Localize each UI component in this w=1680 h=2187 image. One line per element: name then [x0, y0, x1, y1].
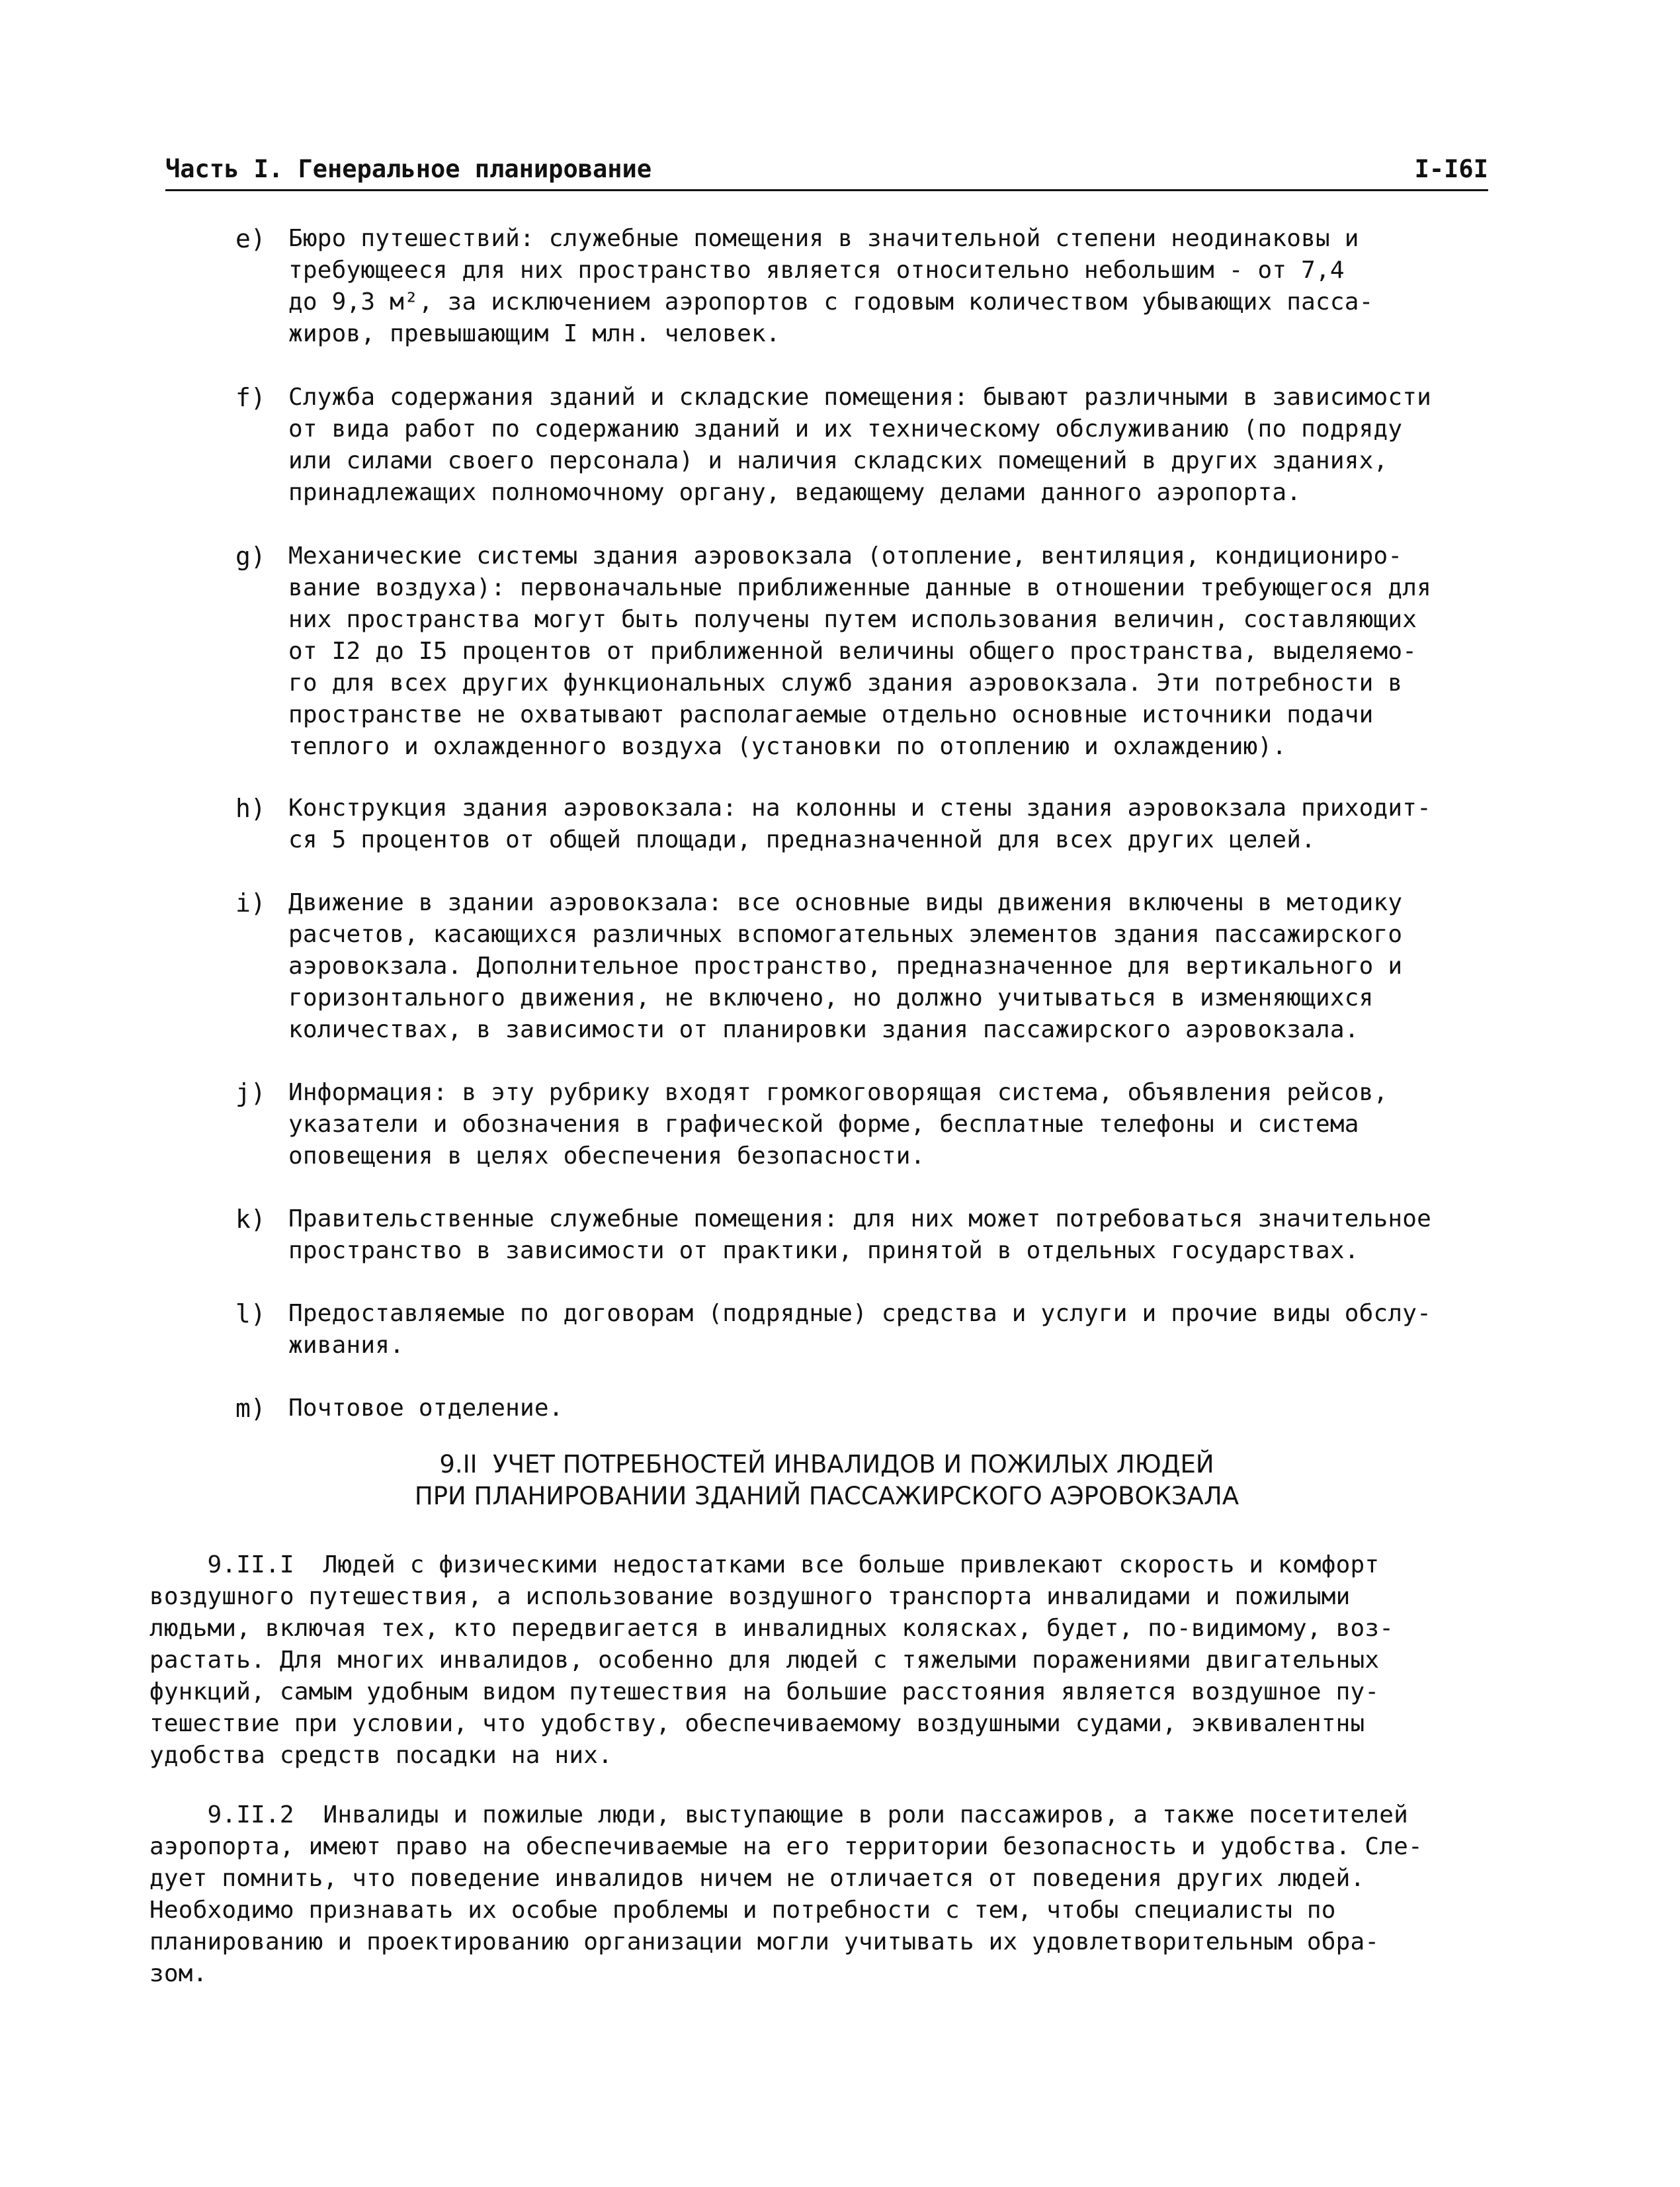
list-item-marker: g) — [235, 542, 266, 571]
list-item-text: Служба содержания зданий и складские помещения: бывают различными в зависимости от вида работ по содержанию зданий и их техническому обслуживанию (по подряду или силами своего персонала) и наличия складских помещений в других зданиях, принадлежащих полномочному органу, ведающему делами данного аэропорта. — [288, 384, 1432, 506]
header-title: Часть I. Генеральное планирование — [165, 155, 652, 183]
list-item-marker: j) — [235, 1078, 266, 1107]
list-item-text: Конструкция здания аэровокзала: на колонны и стены здания аэровокзала приходит- ся 5 процентов от общей площади, предназначенной для всех других целей. — [288, 794, 1432, 853]
list-item-text: Информация: в эту рубрику входят громкоговорящая система, объявления рейсов, указатели и обозначения в графической форме, бесплатные телефоны и система оповещения в целях обеспечения безопасности. — [288, 1079, 1388, 1170]
list-item-text: Правительственные служебные помещения: для них может потребоваться значительное пространство в зависимости от практики, принятой в отдельных государствах. — [288, 1205, 1432, 1264]
page-header — [165, 150, 1488, 191]
list-item-text: Почтовое отделение. — [288, 1394, 564, 1422]
list-item-text: Предоставляемые по договорам (подрядные) средства и услуги и прочие виды обслу- живания. — [288, 1300, 1432, 1359]
list-item-marker: l) — [235, 1299, 266, 1328]
list-item-text: Движение в здании аэровокзала: все основные виды движения включены в методику расчетов, касающихся различных вспомогательных элементов здания пассажирского аэровокзала. Дополнительное пространство, предназначенное для вертикального и горизонтального движения, не включено, но должно учитываться в изменяющихся количествах, в зависимости от планировки здания пассажирского аэровокзала. — [288, 889, 1403, 1043]
list-item-marker: h) — [235, 794, 266, 823]
paragraph-9-11-2: 9.II.2 Инвалиды и пожилые люди, выступающие в роли пассажиров, а также посетителей аэропорта, имеют право на обеспечиваемые на его территории безопасность и удобства. Сле- дует помнить, что поведение инвалидов ничем не отличается от поведения других людей. Необходимо признавать их особые проблемы и потребности с тем, чтобы специалисты по планированию и проектированию организации могли учитывать их удовлетворительным обра- зом. — [149, 1801, 1423, 1987]
list-item-marker: m) — [235, 1394, 266, 1423]
page-number: I-I6I — [1414, 155, 1488, 183]
list-item-marker: f) — [235, 383, 266, 412]
paragraph-9-11-1: 9.II.I Людей с физическими недостатками все больше привлекают скорость и комфорт воздушного путешествия, а использование воздушного транспорта инвалидами и пожилыми людьми, включая тех, кто передвигается в инвалидных колясках, будет, по-видимому, воз- растать. Для многих инвалидов, особенно для людей с тяжелыми поражениями двигательных функций, самым удобным видом путешествия на большие расстояния является воздушное пу- тешествие при условии, что удобству, обеспечиваемому воздушными судами, эквивалентны удобства средств посадки на них. — [149, 1551, 1394, 1769]
list-item-marker: e) — [235, 224, 266, 253]
list-item-text: Бюро путешествий: служебные помещения в значительной степени неодинаковы и требующееся для них пространство является относительно небольшим - от 7,4 до 9,3 м², за исключением аэропортов с годовым количеством убывающих пасса- жиров, превышающим I млн. человек. — [288, 225, 1374, 347]
list-item-marker: k) — [235, 1205, 266, 1234]
list-item-text: Механические системы здания аэровокзала (отопление, вентиляция, кондициониро- вание воздуха): первоначальные приближенные данные в отношении требующегося для них пространства могут быть получены путем использования величин, составляющих от I2 до I5 процентов от приближенной величины общего пространства, выделяемо- го для всех других функциональных служб здания аэровокзала. Эти потребности в пространстве не охватывают располагаемые отдельно основные источники подачи теплого и охлажденного воздуха (установки по отоплению и охлаждению). — [288, 542, 1432, 760]
section-heading: 9.II УЧЕТ ПОТРЕБНОСТЕЙ ИНВАЛИДОВ И ПОЖИЛЫХ ЛЮДЕЙ ПРИ ПЛАНИРОВАНИИ ЗДАНИЙ ПАССАЖИРСКОГО АЭРОВОКЗАЛА — [414, 1450, 1239, 1510]
list-item-marker: i) — [235, 888, 266, 918]
